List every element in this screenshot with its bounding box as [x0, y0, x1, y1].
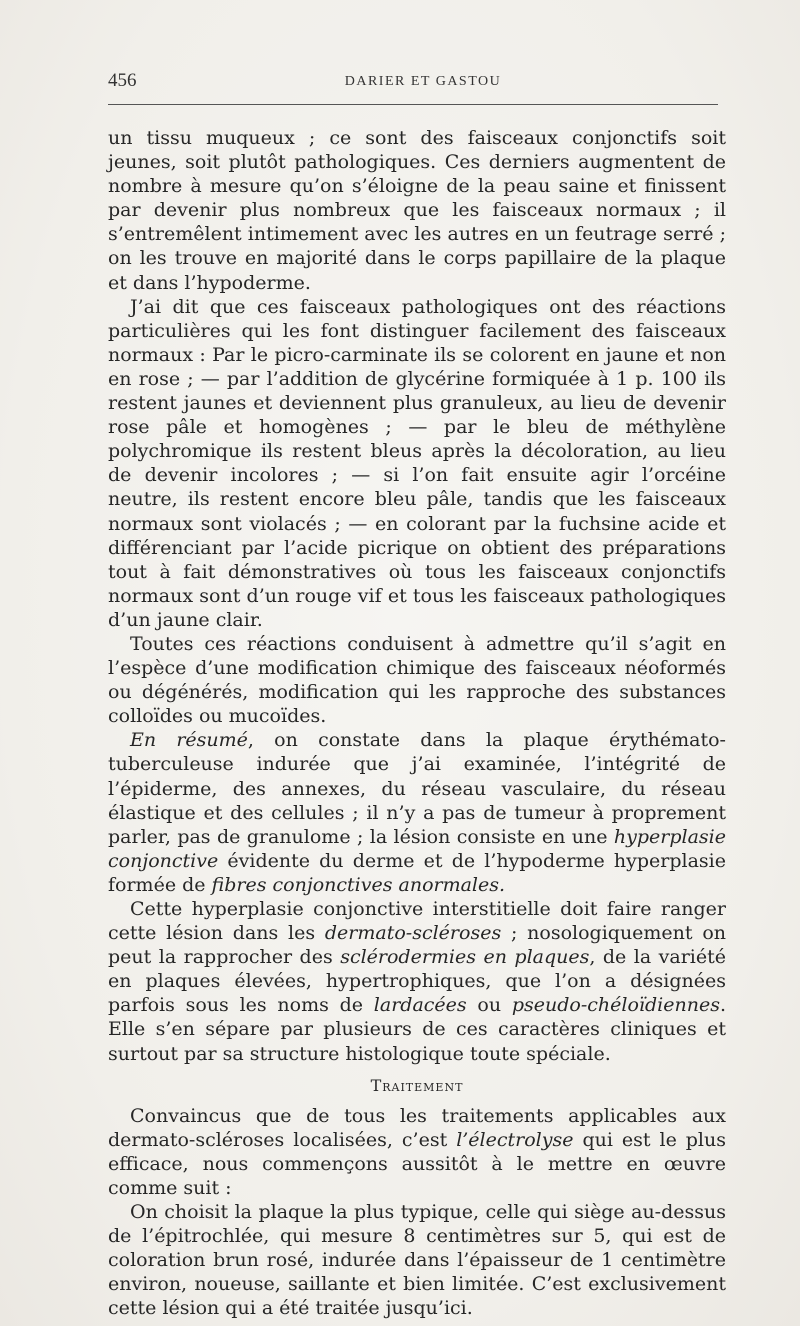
italic-phrase: pseudo-chéloïdiennes: [511, 994, 720, 1017]
text-run: un tissu muqueux ; ce sont des faisceaux conjonctifs soit jeunes, soit plutôt pathologiques. Ces derniers augmentent de nombre à mesure qu’on s’éloigne de la peau saine et finissent par devenir plus nombreux que les faisceaux normaux ; il s’entremêlent intimement avec les autres en un feutrage serré ; on les trouve en majorité dans le corps papillaire de la plaque et dans l’hypoderme.: [108, 127, 726, 294]
italic-phrase: En résumé: [130, 729, 248, 752]
text-run: Toutes ces réactions conduisent à admettre qu’il s’agit en l’espèce d’une modification chimique des faisceaux néoformés ou dégénérés, modification qui les rapproche des substances colloïdes ou mucoïdes.: [108, 632, 726, 728]
body-text: [108, 126, 726, 1321]
header-rule: [108, 104, 718, 105]
text-run: J’ai dit que ces faisceaux pathologiques ont des réactions particulières qui les font distinguer facilement des faisceaux normaux : Par le picro-carminate ils se colorent en jaune et non en rose ; — par l’addition de glycérine formiquée à 1 p. 100 ils restent jaunes et deviennent plus granuleux, au lieu de devenir rose pâle et homogènes ; — par le bleu de méthylène polychromique ils restent bleus après la décoloration, au lieu de devenir incolores ; — si l’on fait ensuite agir l’orcéine neutre, ils restent encore bleu pâle, tandis que les faisceaux normaux sont violacés ; — en colorant par la fuchsine acide et différenciant par l’acide picrique on obtient des préparations tout à fait démonstratives où tous les faisceaux conjonctifs normaux sont d’un rouge vif et tous les faisceaux pathologiques d’un jaune clair.: [108, 295, 726, 631]
running-title: DARIER ET GASTOU: [344, 74, 502, 89]
text-run: , on constate dans la plaque érythémato-tuberculeuse indurée que j’ai examinée, l’intégrité de l’épiderme, des annexes, du réseau vasculaire, du réseau élastique et des cellules ; il n’y a pas de tumeur à proprement parler, pas de granulome ; la lésion consiste en une: [108, 729, 726, 848]
paragraph: [108, 1104, 726, 1200]
running-head: [108, 70, 718, 100]
paragraph: [108, 897, 726, 1066]
italic-phrase: sclérodermies en plaques: [340, 946, 590, 969]
italic-phrase: lardacées: [373, 994, 467, 1017]
paragraph: [108, 1200, 726, 1320]
text-run: qui est le plus efficace, nous commençons aussitôt à le mettre en œuvre comme suit :: [108, 1128, 727, 1199]
italic-phrase: dermato-scléroses: [324, 922, 502, 945]
italic-phrase: hyperplasie conjonctive: [108, 825, 726, 872]
page-number: 456: [108, 70, 137, 91]
paragraph: [108, 632, 726, 728]
text-run: , de la variété en plaques élevées, hypertrophiques, que l’on a désignées parfois sous les noms de: [108, 946, 726, 1017]
italic-phrase: fibres conjonctives anormales.: [211, 873, 506, 896]
section-heading: Traitement: [370, 1075, 464, 1095]
paragraph: [108, 126, 726, 295]
paragraph: [108, 728, 726, 897]
paragraph: [108, 295, 726, 632]
text-run: Convaincus que de tous les traitements applicables aux dermato-scléroses localisées, c’est: [108, 1104, 726, 1151]
text-run: évidente du derme et de l’hypoderme hyperplasie formée de: [108, 849, 726, 896]
text-run: ou: [466, 994, 512, 1017]
text-run: ; nosologiquement on peut la rapprocher des: [108, 922, 727, 969]
text-run: . Elle s’en sépare par plusieurs de ces caractères cliniques et surtout par sa structure histologique toute spéciale.: [108, 994, 726, 1065]
text-run: On choisit la plaque la plus typique, celle qui siège au-dessus de l’épitrochlée, qui mesure 8 centimètres sur 5, qui est de coloration brun rosé, indurée dans l’épaisseur de 1 centimètre environ, noueuse, saillante et bien limitée. C’est exclusivement cette lésion qui a été traitée jusqu’ici.: [108, 1201, 726, 1320]
text-run: Cette hyperplasie conjonctive interstitielle doit faire ranger cette lésion dans les: [108, 898, 726, 945]
italic-phrase: l’électrolyse: [456, 1128, 574, 1151]
